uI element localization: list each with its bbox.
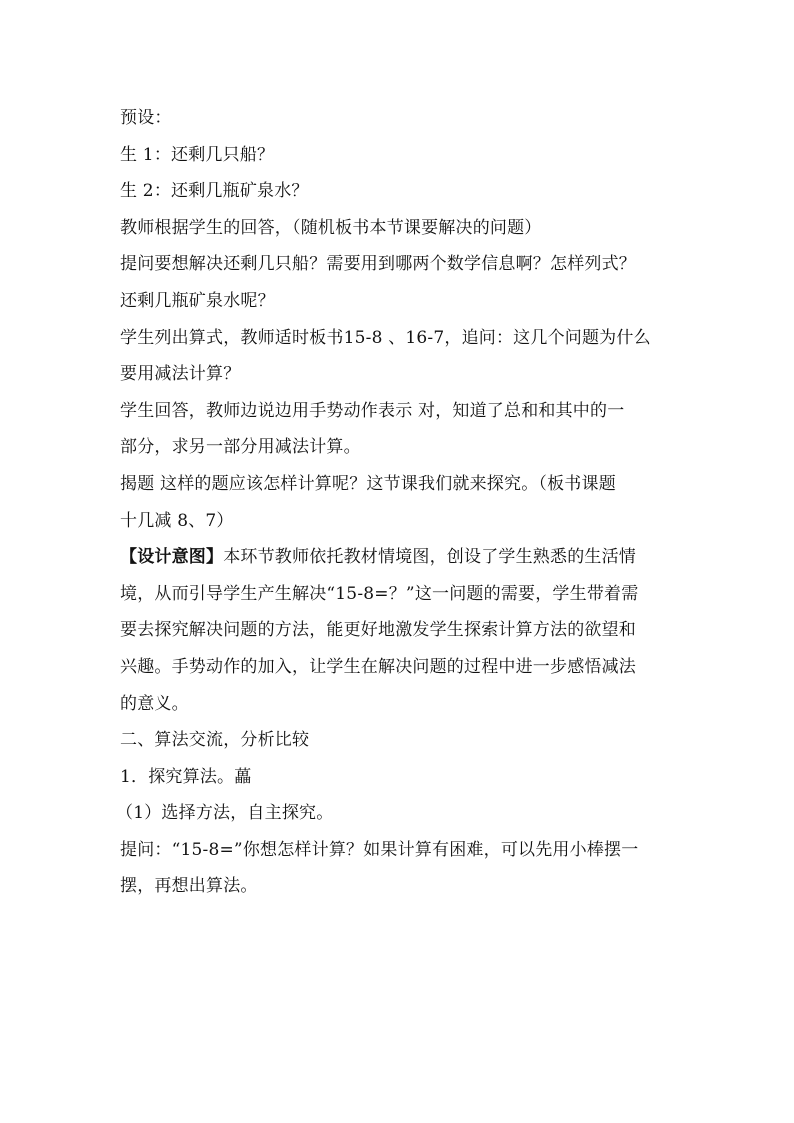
text-line: 兴趣。手势动作的加入，让学生在解决问题的过程中进一步感悟减法	[120, 656, 636, 677]
text-line: 预设：	[120, 108, 172, 128]
text-line: 学生回答，教师边说边用手势动作表示 对，知道了总和和其中的一	[120, 400, 625, 421]
step-heading: （1）选择方法，自主探究。	[116, 803, 334, 824]
text-line: 摆，再想出算法。	[120, 876, 258, 897]
document-body	[116, 100, 680, 905]
text-line: 揭题 这样的题应该怎样计算呢？这节课我们就来探究。（板书课题	[120, 473, 616, 494]
text-line: 要用减法计算？	[120, 364, 241, 385]
text-line: 提问：“15-8=”你想怎样计算？如果计算有困难，可以先用小棒摆一	[120, 839, 639, 860]
text-line: 要去探究解决问题的方法，能更好地激发学生探索计算方法的欲望和	[120, 620, 636, 641]
design-intent-line	[120, 539, 680, 576]
section-heading: 二、算法交流，分析比较	[120, 730, 310, 751]
text-line: 还剩几瓶矿泉水呢？	[120, 290, 275, 311]
text-line: 学生列出算式，教师适时板书15-8 、16-7，追问：这几个问题为什么	[120, 327, 651, 348]
text-line: 提问要想解决还剩几只船？需要用到哪两个数学信息啊？怎样列式？	[120, 254, 636, 275]
design-intent-heading: 【设计意图】	[120, 547, 224, 568]
text-line: 部分，求另一部分用减法计算。	[120, 437, 361, 458]
text-line: 十几减 8、7）	[120, 510, 234, 531]
text-line: 生 2：还剩几瓶矿泉水？	[120, 181, 309, 202]
text-line: 境，从而引导学生产生解决“15-8=？”这一问题的需要，学生带着需	[120, 583, 639, 604]
text-line: 教师根据学生的回答，（随机板书本节课要解决的问题）	[120, 217, 542, 238]
design-intent-text: 本环节教师依托教材情境图，创设了学生熟悉的生活情	[223, 547, 637, 568]
text-line: 生 1：还剩几只船？	[120, 144, 275, 165]
text-line: 的意义。	[120, 693, 189, 714]
subsection-heading: 1．探究算法。藟	[120, 766, 252, 787]
